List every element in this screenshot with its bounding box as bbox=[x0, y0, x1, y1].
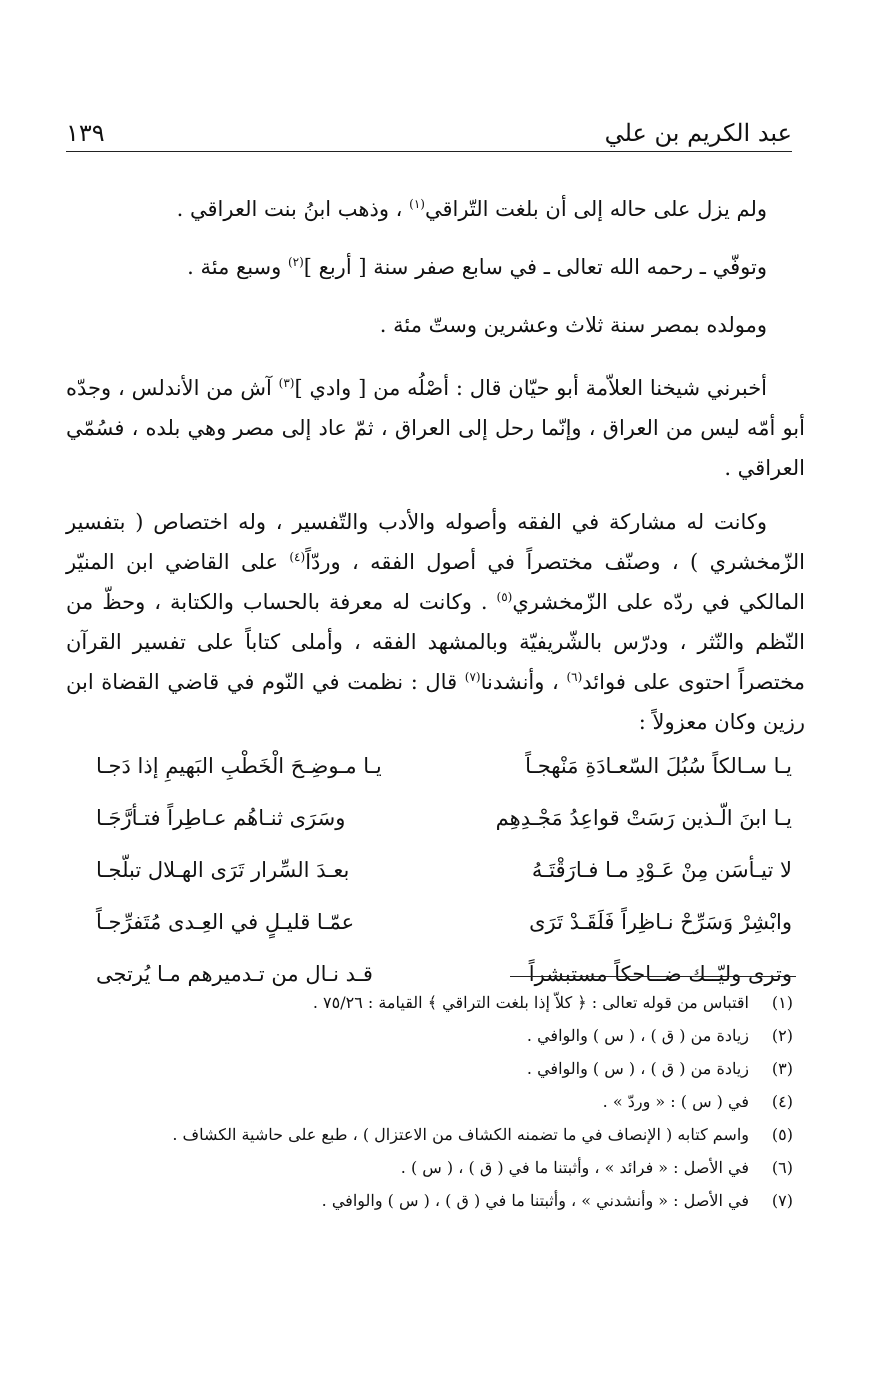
footnote-separator bbox=[510, 976, 796, 977]
poem bbox=[96, 740, 792, 1000]
paragraph-5 bbox=[66, 502, 805, 742]
footnote-text: في الأصل : « وأنشدني » ، وأثبتنا ما في ( ق ) ، ( س ) والوافي . bbox=[321, 1191, 749, 1210]
footnote-ref-7: (٧) bbox=[464, 670, 481, 684]
paragraph-text: ولم يزل على حاله إلى أن بلغت التّراقي bbox=[424, 197, 767, 221]
footnote-text: في ( س ) : « وردّ » . bbox=[602, 1092, 749, 1111]
paragraph-text: . وكانت له معرفة بالحساب والكتابة ، وحظّ من النّظم والنّثر ، ودرّس بالشّريفيّة وبالمشهد الفقه ، وأملى كتاباً على تفسير القرآن مختصراً احتوى على فوائد bbox=[66, 590, 805, 694]
running-head: عبد الكريم بن علي bbox=[604, 119, 792, 147]
footnote-text: زيادة من ( ق ) ، ( س ) والوافي . bbox=[526, 1026, 749, 1045]
page-header bbox=[66, 106, 792, 152]
verse-first-hemistich: وابْشِرْ وَسَرِّحْ نـاظِراً فَلَقَـدْ تَرَى bbox=[529, 910, 792, 934]
verse-first-hemistich: وترى وليّــك ضــاحكاً مستبشراً bbox=[528, 962, 792, 986]
footnote-number: (٥) bbox=[771, 1125, 793, 1144]
footnote bbox=[160, 1019, 793, 1052]
verse-second-hemistich: عمّـا قليـلٍ في العِـدى مُتَفرِّجـاً bbox=[96, 910, 355, 934]
footnote-number: (٣) bbox=[771, 1059, 793, 1078]
footnote-ref-2: (٢) bbox=[287, 255, 304, 269]
footnotes bbox=[160, 986, 793, 1217]
verse-first-hemistich: يـا ابنَ الّـذين رَسَتْ قواعِدُ مَجْـدِهِم bbox=[495, 806, 792, 830]
paragraph-3: ومولده بمصر سنة ثلاث وعشرين وستّ مئة . bbox=[379, 313, 767, 337]
footnote-text: في الأصل : « فرائد » ، وأثبتنا ما في ( ق ) ، ( س ) . bbox=[400, 1158, 749, 1177]
footnote-ref-5: (٥) bbox=[496, 590, 513, 604]
footnote-ref-3: (٣) bbox=[278, 376, 295, 390]
footnote bbox=[160, 1118, 793, 1151]
verse-first-hemistich: يـا سـالكاً سُبُلَ السّعـادَةِ مَنْهجـاً bbox=[525, 754, 792, 778]
footnote-ref-4: (٤) bbox=[289, 550, 306, 564]
footnote bbox=[160, 1052, 793, 1085]
paragraph-text: وسبع مئة . bbox=[187, 255, 288, 279]
footnote-number: (٦) bbox=[771, 1158, 793, 1177]
verse-first-hemistich: لا تيـأسَن مِنْ عَـوْدِ مـا فـارَقْتَـهُ bbox=[531, 858, 792, 882]
page-number: ١٣٩ bbox=[66, 119, 105, 147]
footnote bbox=[160, 1184, 793, 1217]
verse-second-hemistich: بعـدَ السِّرار تَرَى الهـلال تبلّجـا bbox=[96, 858, 350, 882]
footnote-number: (٢) bbox=[771, 1026, 793, 1045]
footnote-number: (٧) bbox=[771, 1191, 793, 1210]
paragraph-2 bbox=[66, 238, 805, 296]
footnote-text: واسم كتابه ( الإنصاف في ما تضمنه الكشاف من الاعتزال ) ، طبع على حاشية الكشاف . bbox=[172, 1125, 749, 1144]
paragraph-text: أخبرني شيخنا العلاّمة أبو حيّان قال : أصْلُه من [ وادي ] bbox=[294, 376, 768, 400]
footnote-text: اقتباس من قوله تعالى : ﴿ كلاّ إذا بلغت التراقي ﴾ القيامة : ٧٥/٢٦ . bbox=[312, 993, 749, 1012]
verse-second-hemistich: قـد نـال من تـدميرهم مـا يُرتجى bbox=[96, 962, 373, 986]
footnote-number: (٤) bbox=[771, 1092, 793, 1111]
paragraph-4 bbox=[66, 368, 805, 488]
paragraph-text: على القاضي ابن المنيّر المالكي في ردّه على الزّمخشري bbox=[66, 550, 805, 614]
paragraph-1 bbox=[66, 180, 805, 238]
main-text bbox=[66, 180, 805, 742]
paragraph-text: وتوفّي ـ رحمه الله تعالى ـ في سابع صفر سنة [ أربع ] bbox=[303, 255, 767, 279]
paragraph-text: آش من الأندلس ، وجدّه أبو أمّه ليس من العراق ، وإنّما رحل إلى العراق ، ثمّ عاد إلى مصر وهي بلده ، فسُمّي العراقي . bbox=[66, 376, 805, 480]
footnote-ref-6: (٦) bbox=[566, 670, 583, 684]
verse-second-hemistich: وسَرَى ثنـاهُم عـاطِراً فتـأرَّجَـا bbox=[96, 806, 346, 830]
footnote bbox=[160, 1151, 793, 1184]
paragraph-text: ، وأنشدنا bbox=[480, 670, 567, 694]
paragraph-text: قال : نظمت في النّوم في قاضي القضاة ابن رزين وكان معزولاً : bbox=[66, 670, 805, 734]
paragraph-text: وكانت له مشاركة في الفقه وأصوله والأدب والتّفسير ، وله اختصاص ( بتفسير الزّمخشري ) ، وصنّف مختصراً في أصول الفقه ، وردّاً bbox=[66, 510, 805, 574]
poem-verse bbox=[96, 896, 792, 948]
paragraph-text: ، وذهب ابنُ بنت العراقي . bbox=[176, 197, 410, 221]
footnote-ref-1: (١) bbox=[409, 197, 425, 211]
footnote-text: زيادة من ( ق ) ، ( س ) والوافي . bbox=[526, 1059, 749, 1078]
footnote-number: (١) bbox=[771, 993, 793, 1012]
footnote bbox=[160, 986, 793, 1019]
footnote bbox=[160, 1085, 793, 1118]
verse-second-hemistich: يـا مـوضِـحَ الْخَطْبِ البَهيمِ إذا دَجـا bbox=[96, 754, 382, 778]
poem-verse bbox=[96, 792, 792, 844]
poem-verse bbox=[96, 740, 792, 792]
poem-verse bbox=[96, 844, 792, 896]
